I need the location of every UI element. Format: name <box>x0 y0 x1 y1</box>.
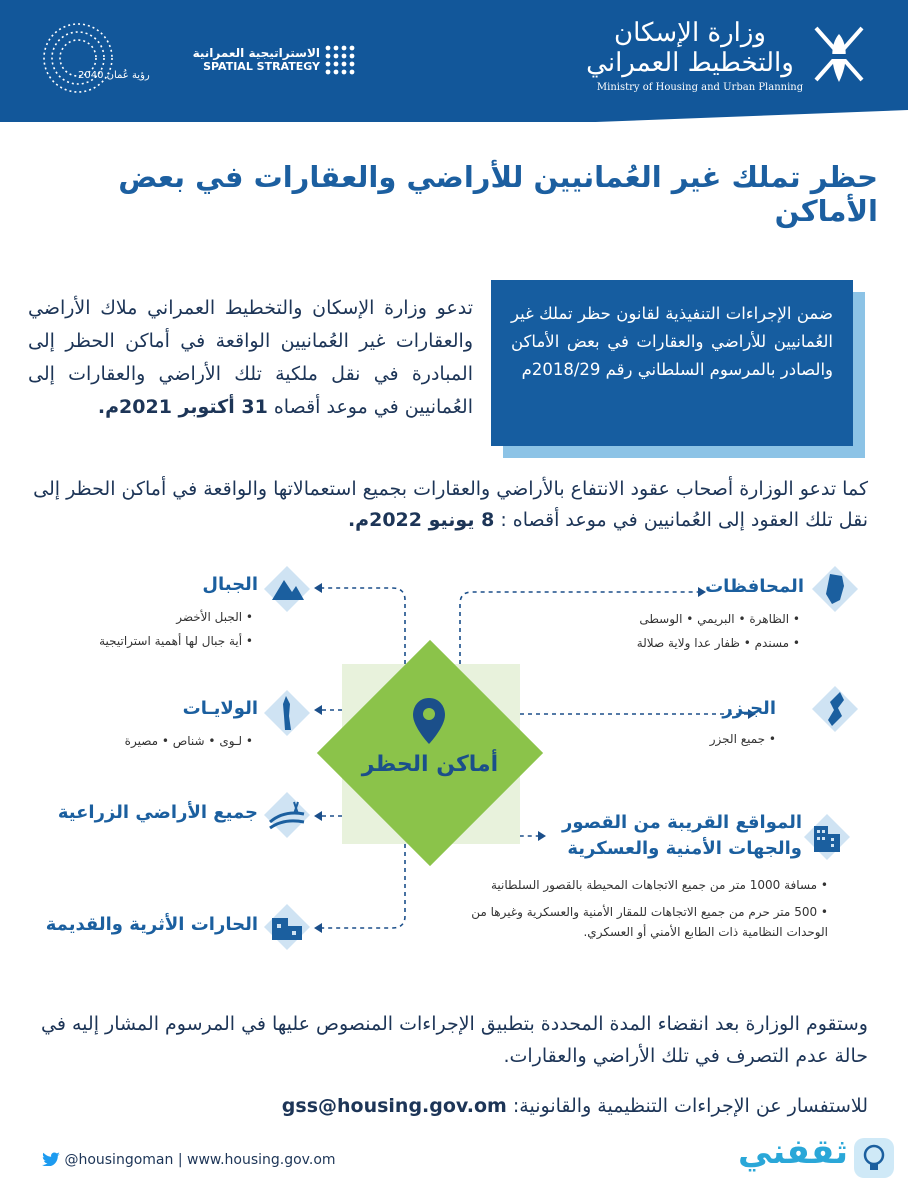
buildings-icon <box>804 814 850 860</box>
footer-social <box>42 1152 336 1168</box>
closing-paragraph: وستقوم الوزارة بعد انقضاء المدة المحددة بتطبيق الإجراءات المنصوص عليها في المرسوم المشار إليه في حالة عدم التصرف في تلك الأراضي والعقارات. <box>41 1013 868 1067</box>
wilayat-map-icon <box>264 690 310 736</box>
website-link[interactable]: www.housing.gov.om <box>187 1152 336 1168</box>
ministry-name-arabic: وزارة الإسكان والتخطيط العمراني <box>586 18 794 78</box>
page-title: حظر تملك غير العُمانيين للأراضي والعقارات في بعض الأماكن <box>118 160 878 228</box>
spatial-strategy-english: SPATIAL STRATEGY <box>203 60 320 73</box>
sites-item-2: • 500 متر حرم من جميع الاتجاهات للمقار الأمنية والعسكرية وغيرها من الوحدات النظامية ذات الطابع الأمني أو العسكري. <box>471 905 828 939</box>
oman-emblem-icon <box>808 20 870 92</box>
mountains-icon <box>264 566 310 612</box>
invite-contracts-deadline: 8 يونيو 2022م. <box>347 509 495 531</box>
contact-email-link[interactable]: gss@housing.gov.om <box>281 1095 507 1117</box>
lightbulb-icon <box>850 1134 898 1182</box>
agriculture-title: جميع الأراضي الزراعية <box>57 802 258 823</box>
mountains-item-1: • الجبل الأخضر <box>176 610 253 624</box>
decree-info-text: ضمن الإجراءات التنفيذية لقانون حظر تملك غير العُمانيين للأراضي والعقارات في بعض الأماكن والصادر بالمرسوم السلطاني رقم 2018/29م <box>491 280 853 446</box>
governorates-items-row-2: • مسندم • ظفار عدا ولاية صلالة <box>636 636 800 650</box>
invite-contracts-paragraph <box>28 474 868 536</box>
decree-info-box <box>491 280 865 458</box>
contact-line <box>28 1095 868 1117</box>
invite-owners-paragraph <box>28 292 473 424</box>
spatial-strategy-logo <box>190 46 320 73</box>
spatial-strategy-arabic: الاستراتيجية العمرانية <box>192 46 320 60</box>
twitter-handle-link[interactable]: @housingoman <box>64 1152 174 1168</box>
governorates-items-row-1: • الظاهرة • البريمي • الوسطى <box>639 612 800 626</box>
center-label: أماكن الحظر <box>361 752 499 777</box>
islands-map-icon <box>812 686 858 732</box>
mountains-title: الجبال <box>202 574 258 595</box>
heritage-title: الحارات الأثرية والقديمة <box>45 914 258 935</box>
islands-items: • جميع الجزر <box>709 732 776 746</box>
agriculture-icon <box>264 792 310 838</box>
vision-2040-label: رؤية عُمان 2040 <box>78 70 150 81</box>
header-diagonal-cut <box>0 110 908 122</box>
header-banner <box>0 0 908 122</box>
twitter-icon <box>42 1152 60 1166</box>
governorates-title: المحافظات <box>705 576 804 597</box>
governorates-map-icon <box>812 566 858 612</box>
invite-contracts-text: كما تدعو الوزارة أصحاب عقود الانتفاع بالأراضي والعقارات بجميع استعمالاتها والواقعة في أماكن الحظر إلى نقل تلك العقود إلى العُمانيين في موعد أقصاه : <box>33 478 868 531</box>
ban-places-diagram <box>0 560 908 960</box>
islands-title: الجـزر <box>722 698 776 719</box>
location-pin-icon <box>411 696 447 746</box>
sites-title-line-1: المواقع القريبة من القصور <box>561 812 802 833</box>
mountains-item-2: • أية جبال لها أهمية استراتيجية <box>99 634 253 648</box>
vision-2040-logo-icon <box>38 18 118 98</box>
wilayat-items: • لـوى • شناص • مصيرة <box>124 734 253 748</box>
invite-owners-text: تدعو وزارة الإسكان والتخطيط العمراني ملاك الأراضي والعقارات غير العُمانيين الواقعة في أماكن الحظر إلى المبادرة في نقل ملكية تلك الأراضي والعقارات إلى العُمانيين في موعد أقصاه <box>28 297 473 418</box>
contact-label: للاستفسار عن الإجراءات التنظيمية والقانونية: <box>512 1095 868 1117</box>
heritage-houses-icon <box>264 904 310 950</box>
footer-separator: | <box>177 1152 183 1168</box>
ministry-name-english: Ministry of Housing and Urban Planning <box>596 82 804 93</box>
sites-item-1: • مسافة 1000 متر من جميع الاتجاهات المحيطة بالقصور السلطانية <box>491 878 828 892</box>
sites-title-line-2: والجهات الأمنية والعسكرية <box>567 838 802 859</box>
spatial-strategy-logo-icon <box>322 42 358 78</box>
brand-watermark: ثقفني <box>738 1132 848 1172</box>
invite-owners-deadline: 31 أكتوبر 2021م. <box>97 396 268 418</box>
wilayat-title: الولايـات <box>182 698 258 719</box>
